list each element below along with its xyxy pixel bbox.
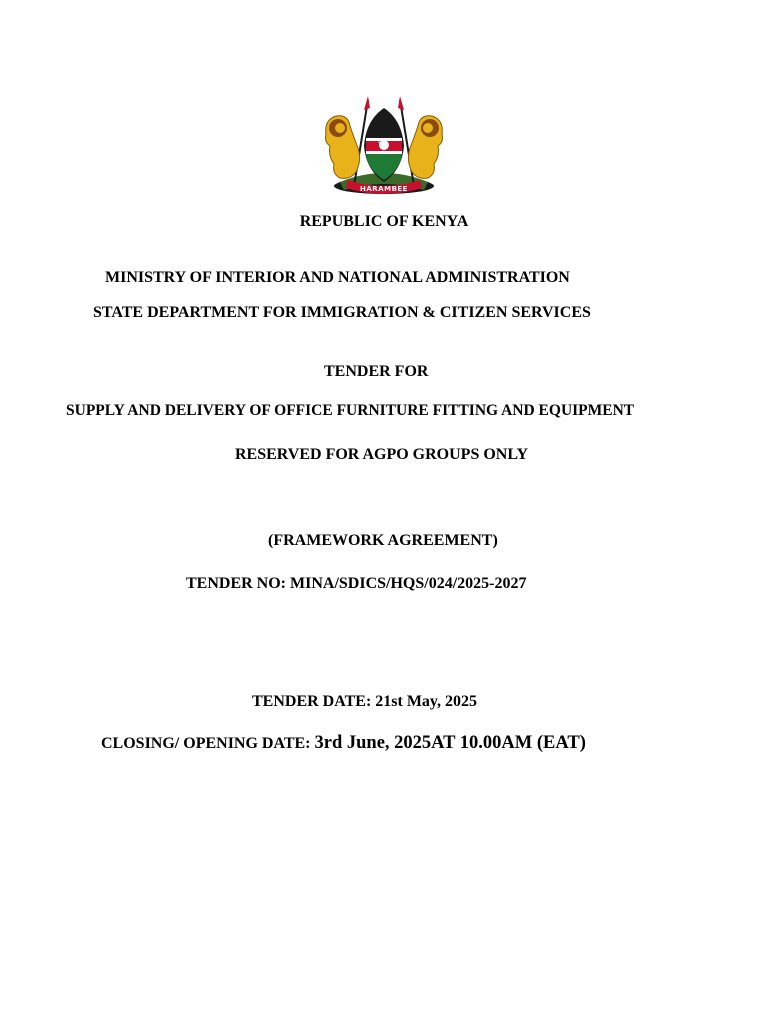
closing-date-label: CLOSING/ OPENING DATE:: [101, 735, 311, 752]
tender-number: TENDER NO: MINA/SDICS/HQS/024/2025-2027: [186, 575, 527, 592]
agpo-reservation: RESERVED FOR AGPO GROUPS ONLY: [235, 446, 529, 463]
framework-agreement: (FRAMEWORK AGREEMENT): [268, 532, 498, 549]
closing-opening-date: [101, 734, 586, 753]
country-heading: REPUBLIC OF KENYA: [299, 213, 469, 230]
department-heading: STATE DEPARTMENT FOR IMMIGRATION & CITIZEN SERVICES: [93, 304, 591, 321]
tender-for-heading: TENDER FOR: [324, 363, 429, 380]
emblem-motto: HARAMBEE: [360, 185, 408, 193]
closing-date-value: 3rd June, 2025AT 10.00AM (EAT): [314, 733, 586, 753]
tender-date: TENDER DATE: 21st May, 2025: [252, 693, 478, 710]
coat-of-arms-emblem: [318, 94, 450, 198]
tender-title: SUPPLY AND DELIVERY OF OFFICE FURNITURE FITTING AND EQUIPMENT: [66, 402, 635, 419]
ministry-heading: MINISTRY OF INTERIOR AND NATIONAL ADMINISTRATION: [105, 269, 570, 286]
